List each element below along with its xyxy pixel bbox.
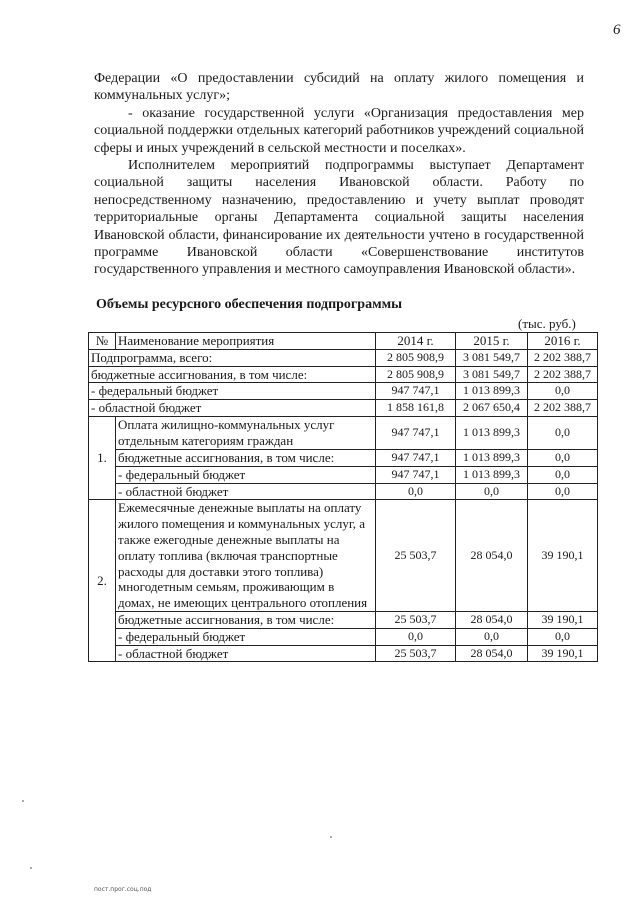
header-cell: Наименование мероприятия — [116, 333, 376, 350]
value-cell: 947 747,1 — [376, 449, 456, 466]
scan-speck — [22, 800, 24, 802]
units-note: (тыс. руб.) — [518, 316, 576, 331]
header-cell: 2015 г. — [456, 333, 528, 350]
value-cell: 39 190,1 — [528, 611, 598, 628]
resource-table — [88, 332, 598, 662]
table-row — [89, 611, 598, 628]
row-label: Подпрограмма, всего: — [89, 349, 376, 366]
row-label: бюджетные ассигнования, в том числе: — [116, 611, 376, 628]
header-cell: 2016 г. — [528, 333, 598, 350]
value-cell: 2 202 388,7 — [528, 400, 598, 417]
scan-speck — [330, 836, 332, 838]
table-row — [89, 483, 598, 500]
paragraph: Исполнителем мероприятий подпрограммы выступает Департамент социальной защиты населения Ивановской области. Работу по непосредственному назначению, предоставлению и учету выплат проводят территориальные органы Департамента социальной защиты населения Ивановской области, финансирование их деятельности учтено в государственной программе Ивановской области «Совершенствование институтов государственного управления и местного самоуправления Ивановской области». — [94, 158, 584, 278]
row-label: - федеральный бюджет — [116, 628, 376, 645]
table-row — [89, 400, 598, 417]
body-text — [94, 70, 584, 279]
value-cell: 1 013 899,3 — [456, 383, 528, 400]
item-number: 1. — [89, 416, 116, 499]
row-label: - областной бюджет — [89, 400, 376, 417]
table-row — [89, 466, 598, 483]
row-label: - областной бюджет — [116, 483, 376, 500]
value-cell: 0,0 — [376, 483, 456, 500]
value-cell: 2 202 388,7 — [528, 349, 598, 366]
value-cell: 2 805 908,9 — [376, 349, 456, 366]
page-number: 6 — [613, 22, 621, 38]
value-cell: 0,0 — [528, 416, 598, 449]
row-label: Ежемесячные денежные выплаты на оплату жилого помещения и коммунальных услуг, а также ежегодные денежные выплаты на оплату топлива (включая транспортные расходы для доставки этого топлива) многодетным семьям, проживающим в домах, не имеющих центрального отопления — [116, 500, 376, 612]
table-row — [89, 645, 598, 662]
paragraph: - оказание государственной услуги «Организация предоставления мер социальной поддержки отдельных категорий работников учреждений социальной сферы и иных учреждений в сельской местности и поселках». — [94, 105, 584, 156]
row-label: - федеральный бюджет — [89, 383, 376, 400]
row-label: - областной бюджет — [116, 645, 376, 662]
table-row — [89, 628, 598, 645]
value-cell: 28 054,0 — [456, 500, 528, 612]
value-cell: 39 190,1 — [528, 500, 598, 612]
header-cell: 2014 г. — [376, 333, 456, 350]
table-row — [89, 366, 598, 383]
value-cell: 0,0 — [528, 466, 598, 483]
value-cell: 0,0 — [376, 628, 456, 645]
value-cell: 3 081 549,7 — [456, 366, 528, 383]
value-cell: 28 054,0 — [456, 645, 528, 662]
value-cell: 25 503,7 — [376, 611, 456, 628]
row-label: Оплата жилищно-коммунальных услуг отдельным категориям граждан — [116, 416, 376, 449]
row-label: - федеральный бюджет — [116, 466, 376, 483]
paragraph: Федерации «О предоставлении субсидий на оплату жилого помещения и коммунальных услуг»; — [94, 71, 584, 104]
value-cell: 0,0 — [528, 449, 598, 466]
value-cell: 1 858 161,8 — [376, 400, 456, 417]
value-cell: 947 747,1 — [376, 466, 456, 483]
value-cell: 3 081 549,7 — [456, 349, 528, 366]
row-label: бюджетные ассигнования, в том числе: — [116, 449, 376, 466]
value-cell: 947 747,1 — [376, 416, 456, 449]
value-cell: 0,0 — [528, 628, 598, 645]
table-row — [89, 500, 598, 612]
value-cell: 2 805 908,9 — [376, 366, 456, 383]
value-cell: 1 013 899,3 — [456, 416, 528, 449]
item-number: 2. — [89, 500, 116, 662]
value-cell: 0,0 — [456, 628, 528, 645]
value-cell: 25 503,7 — [376, 500, 456, 612]
value-cell: 0,0 — [456, 483, 528, 500]
table-header-row — [89, 333, 598, 350]
scan-speck — [30, 867, 32, 869]
table-row — [89, 449, 598, 466]
section-heading: Объемы ресурсного обеспечения подпрограммы — [96, 297, 403, 312]
table-row — [89, 416, 598, 449]
value-cell: 1 013 899,3 — [456, 466, 528, 483]
value-cell: 2 202 388,7 — [528, 366, 598, 383]
value-cell: 2 067 650,4 — [456, 400, 528, 417]
value-cell: 28 054,0 — [456, 611, 528, 628]
header-cell: № — [89, 333, 116, 350]
table-row — [89, 349, 598, 366]
value-cell: 947 747,1 — [376, 383, 456, 400]
table-row — [89, 383, 598, 400]
value-cell: 39 190,1 — [528, 645, 598, 662]
value-cell: 0,0 — [528, 483, 598, 500]
value-cell: 25 503,7 — [376, 645, 456, 662]
value-cell: 0,0 — [528, 383, 598, 400]
row-label: бюджетные ассигнования, в том числе: — [89, 366, 376, 383]
footer-filename: пост.прог.соц.под — [94, 886, 152, 893]
value-cell: 1 013 899,3 — [456, 449, 528, 466]
